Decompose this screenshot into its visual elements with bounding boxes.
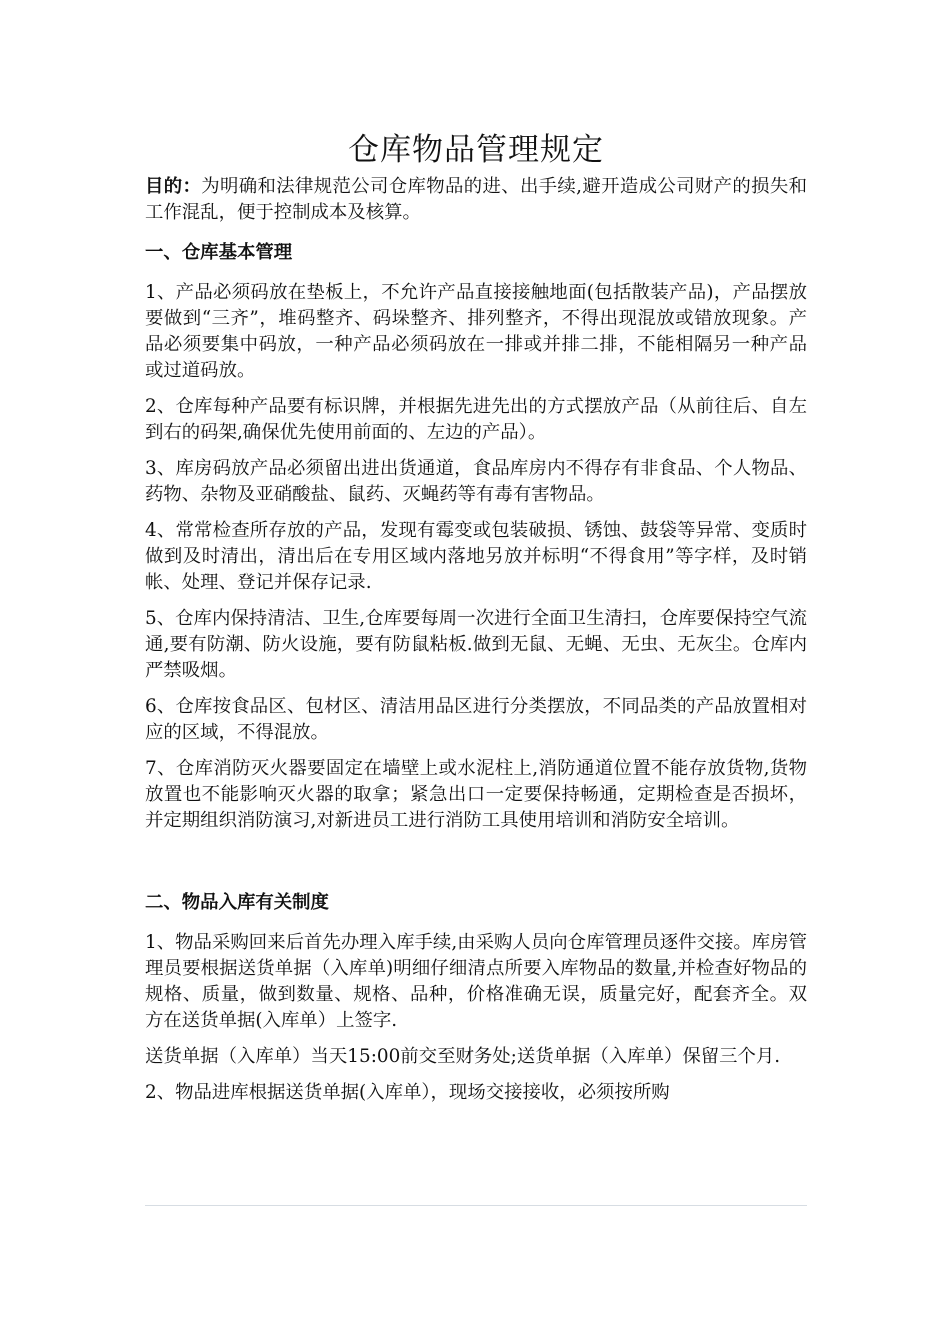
section-1-heading: 一、仓库基本管理 bbox=[145, 242, 293, 263]
purpose-paragraph bbox=[145, 174, 807, 226]
section-1-item-1: 1、产品必须码放在垫板上，不允许产品直接接触地面(包括散装产品)，产品摆放要做到“三齐”，堆码整齐、码垛整齐、排列整齐，不得出现混放或错放现象。产品必须要集中码放，一种产品必须码放在一排或并排二排，不能相隔另一种产品或过道码放。 bbox=[145, 282, 807, 381]
section-1-item-5: 5、仓库内保持清洁、卫生,仓库要每周一次进行全面卫生清扫，仓库要保持空气流通,要有防潮、防火设施，要有防鼠粘板.做到无鼠、无蝇、无虫、无灰尘。仓库内严禁吸烟。 bbox=[145, 608, 807, 681]
purpose-label: 目的： bbox=[145, 176, 202, 197]
page-bottom-divider bbox=[145, 1205, 807, 1206]
section-2-item-2: 2、物品进库根据送货单据(入库单），现场交接接收，必须按所购 bbox=[145, 1082, 670, 1103]
document-title: 仓库物品管理规定 bbox=[348, 132, 604, 168]
section-2-heading: 二、物品入库有关制度 bbox=[145, 892, 329, 913]
section-1-item-6: 6、仓库按食品区、包材区、清洁用品区进行分类摆放，不同品类的产品放置相对应的区域，不得混放。 bbox=[145, 696, 807, 743]
section-1-item-3: 3、库房码放产品必须留出进出货通道，食品库房内不得存有非食品、个人物品、药物、杂物及亚硝酸盐、鼠药、灭蝇药等有毒有害物品。 bbox=[145, 458, 807, 505]
section-1-item-2: 2、仓库每种产品要有标识牌，并根据先进先出的方式摆放产品（从前往后、自左到右的码架,确保优先使用前面的、左边的产品）。 bbox=[145, 396, 807, 443]
document-page bbox=[145, 128, 807, 1106]
section-1-item-4: 4、常常检查所存放的产品，发现有霉变或包装破损、锈蚀、鼓袋等异常、变质时做到及时清出，清出后在专用区域内落地另放并标明“不得食用”等字样，及时销帐、处理、登记并保存记录. bbox=[145, 520, 807, 593]
section-2-note: 送货单据（入库单）当天15:00前交至财务处;送货单据（入库单）保留三个月. bbox=[145, 1046, 781, 1067]
section-2-item-1: 1、物品采购回来后首先办理入库手续,由采购人员向仓库管理员逐件交接。库房管理员要根据送货单据（入库单)明细仔细清点所要入库物品的数量,并检查好物品的规格、质量，做到数量、规格、品种，价格准确无误，质量完好，配套齐全。双方在送货单据(入库单）上签字. bbox=[145, 932, 807, 1031]
purpose-text: 为明确和法律规范公司仓库物品的进、出手续,避开造成公司财产的损失和工作混乱，便于控制成本及核算。 bbox=[145, 176, 807, 223]
section-1-item-7: 7、仓库消防灭火器要固定在墙壁上或水泥柱上,消防通道位置不能存放货物,货物放置也不能影响灭火器的取拿；紧急出口一定要保持畅通，定期检查是否损坏，并定期组织消防演习,对新进员工进行消防工具使用培训和消防安全培训。 bbox=[145, 758, 807, 831]
